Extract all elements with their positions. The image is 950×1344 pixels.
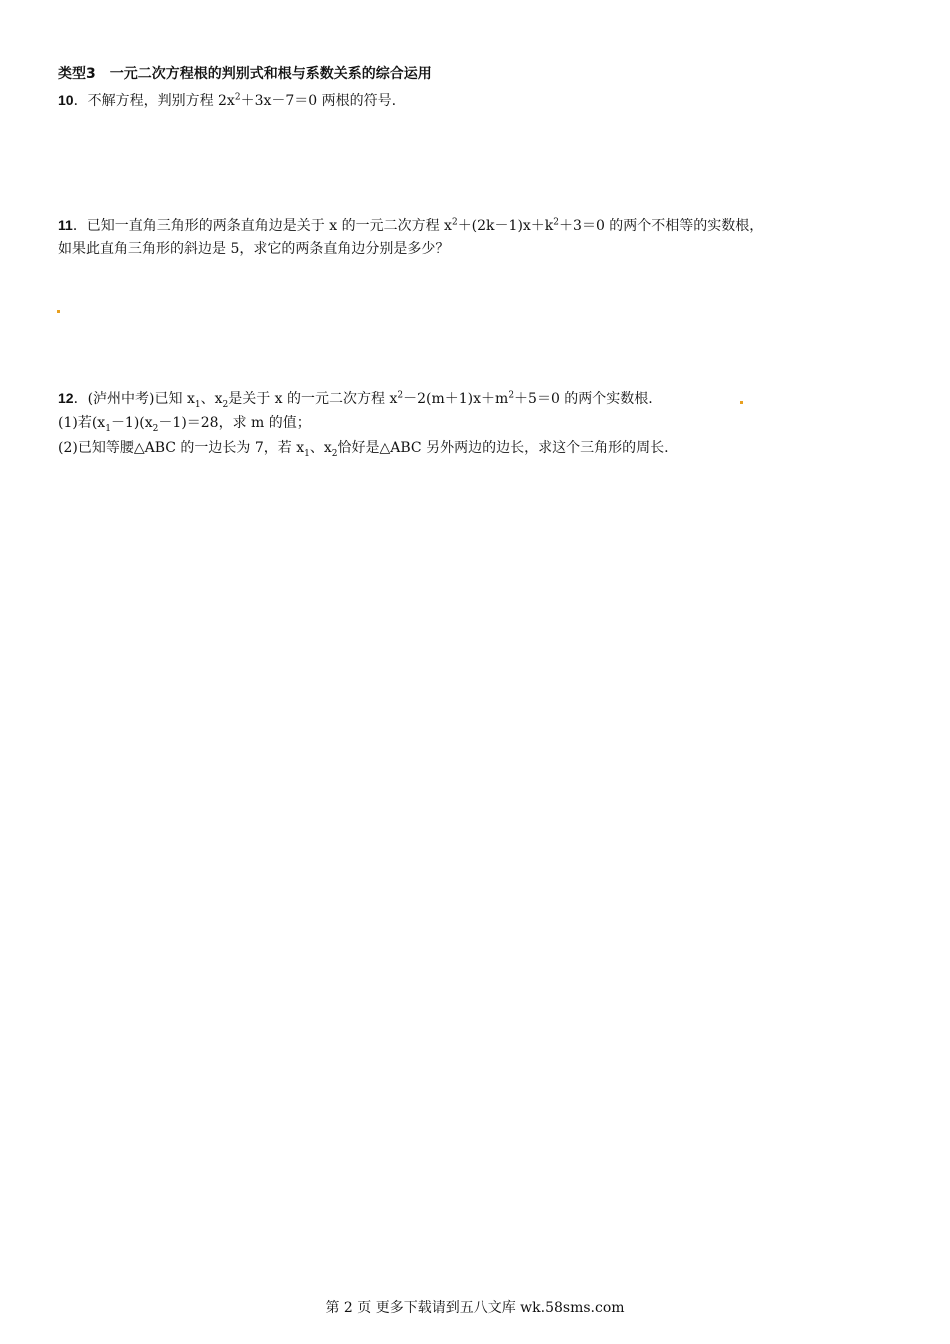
subscript: 2 [222,399,229,410]
part-text: 恰好是△ABC 另外两边的边长，求这个三角形的周长. [337,440,669,456]
subscript: 2 [152,423,159,434]
part-text: －1)(x [110,415,153,431]
superscript: 2 [508,390,515,401]
question-11 [58,215,763,236]
question-number: 12 [58,390,74,406]
question-text: ．不解方程，判别方程 2x [73,93,235,109]
question-text: ．(泸州中考)已知 x [73,391,195,407]
section-heading: 类型3 一元二次方程根的判别式和根与系数关系的综合运用 [58,66,432,82]
subscript: 1 [194,399,201,410]
question-text: ＋3x－7＝0 两根的符号. [240,93,397,109]
part-text: (1)若(x [58,415,106,431]
question-text: 、x [200,391,223,407]
subscript: 1 [304,448,310,459]
marker-dot [740,401,743,404]
subscript: 1 [105,423,111,434]
question-text: ＋3＝0 的两个不相等的实数根， [559,218,764,234]
part-text: 、x [309,440,332,456]
question-number: 10 [58,92,74,108]
question-12-part-2 [58,438,669,458]
subscript: 2 [331,448,338,459]
marker-dot [57,310,60,313]
question-11-line-2: 如果此直角三角形的斜边是 5，求它的两条直角边分别是多少？ [58,241,450,257]
question-number: 11 [58,217,73,233]
part-text: －1)＝28，求 m 的值； [158,415,311,431]
question-12-part-1 [58,413,311,433]
question-text: －2(m＋1)x＋m [403,391,509,407]
superscript: 2 [553,217,560,228]
superscript: 2 [234,92,241,103]
superscript: 2 [397,390,404,401]
question-12 [58,388,653,409]
question-text: ＋5＝0 的两个实数根. [514,391,653,407]
question-text: 是关于 x 的一元二次方程 x [228,391,398,407]
part-text: (2)已知等腰△ABC 的一边长为 7，若 x [58,440,305,456]
page-footer: 第 2 页 更多下载请到五八文库 wk.58sms.com [325,1300,625,1316]
question-text: ．已知一直角三角形的两条直角边是关于 x 的一元二次方程 x [72,218,452,234]
superscript: 2 [451,217,458,228]
question-10 [58,90,396,111]
question-text: ＋(2k－1)x＋k [457,218,554,234]
